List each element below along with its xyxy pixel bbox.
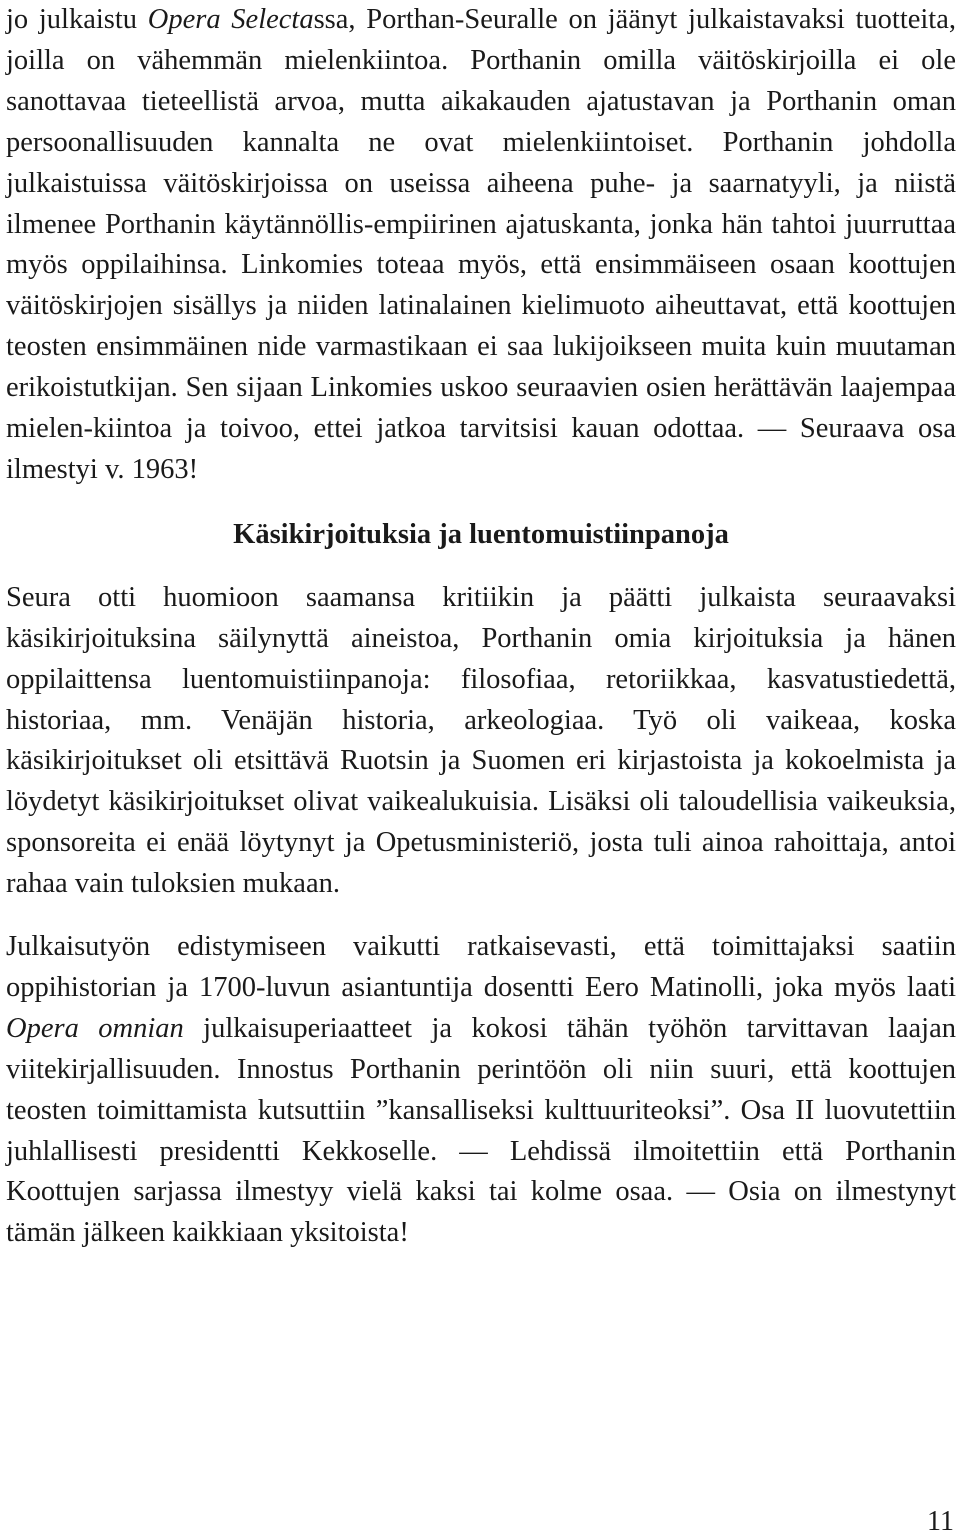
section-heading: Käsikirjoituksia ja luentomuistiinpanoja [233,518,729,550]
paragraph-1 [6,0,956,491]
paragraph-3-text-a: Julkaisutyön edistymiseen vaikutti ratkaisevasti, että toimittajaksi saatiin oppihistorian ja 1700-luvun asiantuntija dosentti Eero Matinolli, joka myös laati [6,931,956,1003]
paragraph-1-text-b: ssa, Porthan-Seuralle on jäänyt julkaistavaksi tuotteita, joilla on vähemmän mielenkiintoa. Porthanin omilla väitöskirjoilla ei ole sanottavaa tieteellistä arvoa, mutta aikakauden ajatustavan ja Porthanin oman persoonallisuuden kannalta ne ovat mielenkiintoiset. Porthanin johdolla julkaistuissa väitöskirjoissa on useissa aiheena puhe- ja saarnatyyli, ja niistä ilmenee Porthanin käytännöllis-empiirinen ajatuskanta, jonka hän tahtoi juurruttaa myös oppilaihinsa. Linkomies toteaa myös, että ensimmäiseen osaan koottujen väitöskirjojen sisällys ja niiden latinalainen kielimuoto aiheuttavat, että koottujen teosten ensimmäinen nide varmastikaan ei saa lukijoikseen muita kuin muutaman erikoistutkijan. Sen sijaan Linkomies uskoo seuraavien osien herättävän laajempaa mielen-kiintoa ja toivoo, ettei jatkoa tarvitsisi kauan odottaa. — Seuraava osa ilmestyi v. 1963! [6,4,957,485]
document-page [6,0,956,1254]
paragraph-3 [6,927,956,1254]
page-number: 11 [927,1506,954,1537]
opera-omnian-title: Opera omnian [6,1012,184,1044]
paragraph-1-text-a: jo julkaistu [6,4,148,35]
paragraph-3-text-b: julkaisuperiaatteet ja kokosi tähän työhön tarvittavan laajan viitekirjallisuuden. Innostus Porthanin perintöön oli niin suuri, että koottujen teosten toimittamista kutsuttiin ”kansalliseksi kulttuuriteoksi”. Osa II luovutettiin juhlallisesti presidentti Kekkoselle. — Lehdissä ilmoitettiin että Porthanin Koottujen sarjassa ilmestyy vielä kaksi tai kolme osaa. — Osia on ilmestynyt tämän jälkeen kaikkiaan yksitoista! [6,1012,956,1249]
opera-selecta-title: Opera Selecta [147,4,314,35]
paragraph-2: Seura otti huomioon saamansa kritiikin ja päätti julkaista seuraavaksi käsikirjoituksina säilynyttä aineistoa, Porthanin omia kirjoituksia ja hänen oppilaittensa luentomuistiinpanoja: filosofiaa, retoriikkaa, kasvatustiedettä, historiaa, mm. Venäjän historia, arkeologiaa. Työ oli vaikeaa, koska käsikirjoitukset oli etsittävä Ruotsin ja Suomen eri kirjastoista ja kokoelmista ja löydetyt käsikirjoitukset olivat vaikealukuisia. Lisäksi oli taloudellisia vaikeuksia, sponsoreita ei enää löytynyt ja Opetusministeriö, josta tuli ainoa rahoittaja, antoi rahaa vain tuloksien mukaan. [6,581,956,900]
